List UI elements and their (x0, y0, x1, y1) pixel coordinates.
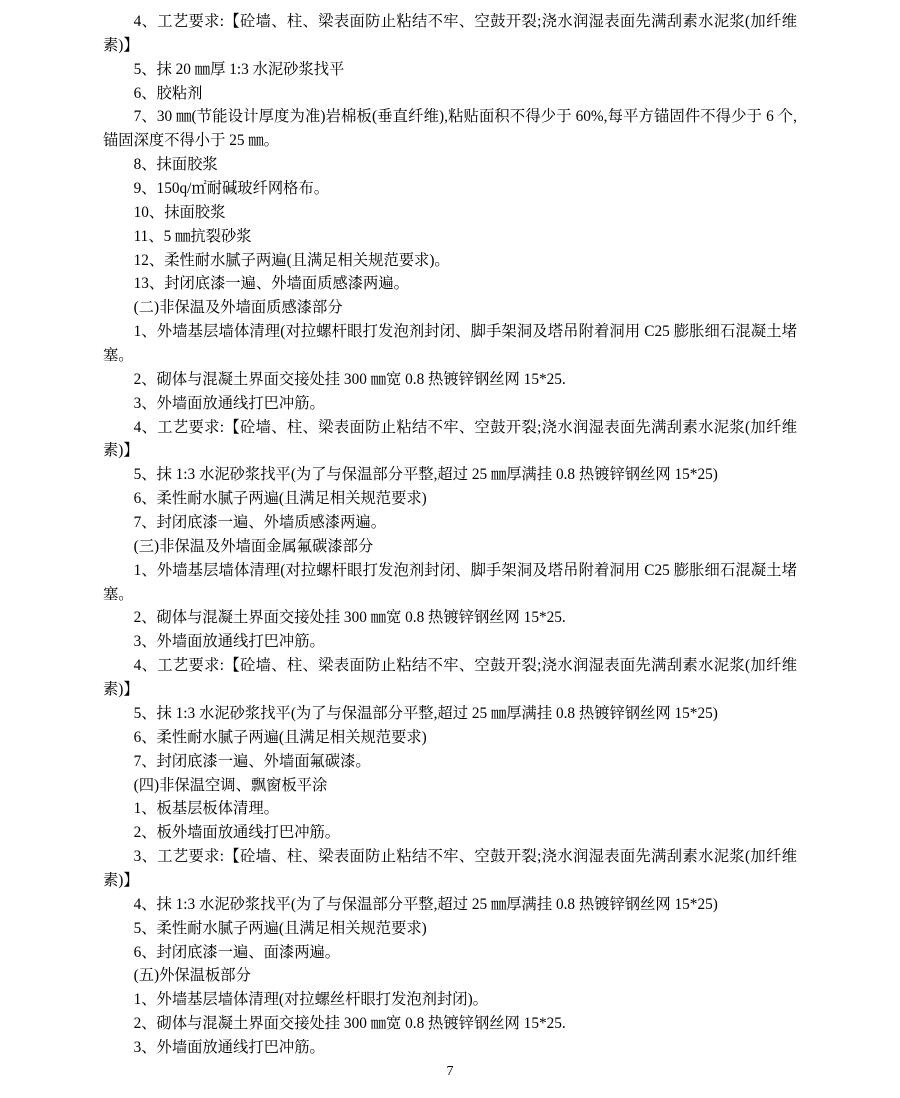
paragraph: 2、砌体与混凝土界面交接处挂 300 ㎜宽 0.8 热镀锌钢丝网 15*25. (133, 1015, 566, 1033)
paragraph: 2、砌体与混凝土界面交接处挂 300 ㎜宽 0.8 热镀锌钢丝网 15*25. (133, 609, 566, 627)
paragraph: (二)非保温及外墙面质感漆部分 (133, 299, 343, 317)
paragraph: 12、柔性耐水腻子两遍(且满足相关规范要求)。 (133, 251, 450, 269)
paragraph: 7、封闭底漆一遍、外墙面氟碳漆。 (133, 752, 371, 770)
paragraph: 1、外墙基层墙体清理(对拉螺杆眼打发泡剂封闭、脚手架洞及塔吊附着洞用 C25 膨胀细石混凝土堵塞。 (103, 561, 797, 603)
paragraph: 5、抹 1:3 水泥砂浆找平(为了与保温部分平整,超过 25 ㎜厚满挂 0.8 热镀锌钢丝网 15*25) (133, 466, 718, 484)
paragraph: 5、抹 1:3 水泥砂浆找平(为了与保温部分平整,超过 25 ㎜厚满挂 0.8 热镀锌钢丝网 15*25) (133, 704, 718, 722)
paragraph: (四)非保温空调、飘窗板平涂 (133, 776, 328, 794)
paragraph: 1、外墙基层墙体清理(对拉螺杆眼打发泡剂封闭、脚手架洞及塔吊附着洞用 C25 膨胀细石混凝土堵塞。 (103, 323, 797, 365)
paragraph: 5、柔性耐水腻子两遍(且满足相关规范要求) (133, 919, 427, 937)
paragraph: (五)外保温板部分 (133, 967, 251, 985)
paragraph: 3、外墙面放通线打巴冲筋。 (133, 633, 325, 651)
paragraph: 8、抹面胶浆 (133, 156, 218, 174)
paragraph: 4、工艺要求:【砼墙、柱、梁表面防止粘结不牢、空鼓开裂;浇水润湿表面先满刮素水泥浆(加纤维素)】 (103, 418, 797, 460)
paragraph: 6、封闭底漆一遍、面漆两遍。 (133, 943, 341, 961)
paragraph: 10、抹面胶浆 (133, 203, 226, 221)
paragraph: (三)非保温及外墙面金属氟碳漆部分 (133, 537, 374, 555)
document-body (103, 10, 797, 1060)
paragraph: 13、封闭底漆一遍、外墙面质感漆两遍。 (133, 275, 409, 293)
paragraph: 7、30 ㎜(节能设计厚度为准)岩棉板(垂直纤维),粘贴面积不得少于 60%,每平方锚固件不得少于 6 个,锚固深度不得小于 25 ㎜。 (103, 108, 797, 150)
paragraph: 6、柔性耐水腻子两遍(且满足相关规范要求) (133, 490, 427, 508)
paragraph: 3、工艺要求:【砼墙、柱、梁表面防止粘结不牢、空鼓开裂;浇水润湿表面先满刮素水泥浆(加纤维素)】 (103, 848, 797, 889)
paragraph: 3、外墙面放通线打巴冲筋。 (133, 394, 325, 412)
page-number: 7 (446, 1064, 454, 1079)
paragraph: 2、板外墙面放通线打巴冲筋。 (133, 824, 341, 842)
paragraph: 1、外墙基层墙体清理(对拉螺丝杆眼打发泡剂封闭)。 (133, 991, 488, 1009)
paragraph: 4、抹 1:3 水泥砂浆找平(为了与保温部分平整,超过 25 ㎜厚满挂 0.8 热镀锌钢丝网 15*25) (133, 895, 718, 913)
paragraph: 3、外墙面放通线打巴冲筋。 (133, 1038, 325, 1056)
paragraph: 5、抹 20 ㎜厚 1:3 水泥砂浆找平 (133, 60, 345, 78)
paragraph: 11、5 ㎜抗裂砂浆 (133, 227, 252, 245)
paragraph: 4、工艺要求:【砼墙、柱、梁表面防止粘结不牢、空鼓开裂;浇水润湿表面先满刮素水泥浆(加纤维素)】 (103, 657, 797, 699)
paragraph: 1、板基层板体清理。 (133, 800, 279, 818)
paragraph: 6、柔性耐水腻子两遍(且满足相关规范要求) (133, 728, 427, 746)
paragraph: 9、150q/㎡耐碱玻纤网格布。 (133, 180, 330, 198)
paragraph: 6、胶粘剂 (133, 84, 203, 102)
paragraph: 4、工艺要求:【砼墙、柱、梁表面防止粘结不牢、空鼓开裂;浇水润湿表面先满刮素水泥浆(加纤维素)】 (103, 13, 797, 54)
paragraph: 2、砌体与混凝土界面交接处挂 300 ㎜宽 0.8 热镀锌钢丝网 15*25. (133, 370, 566, 388)
paragraph: 7、封闭底漆一遍、外墙质感漆两遍。 (133, 514, 386, 532)
